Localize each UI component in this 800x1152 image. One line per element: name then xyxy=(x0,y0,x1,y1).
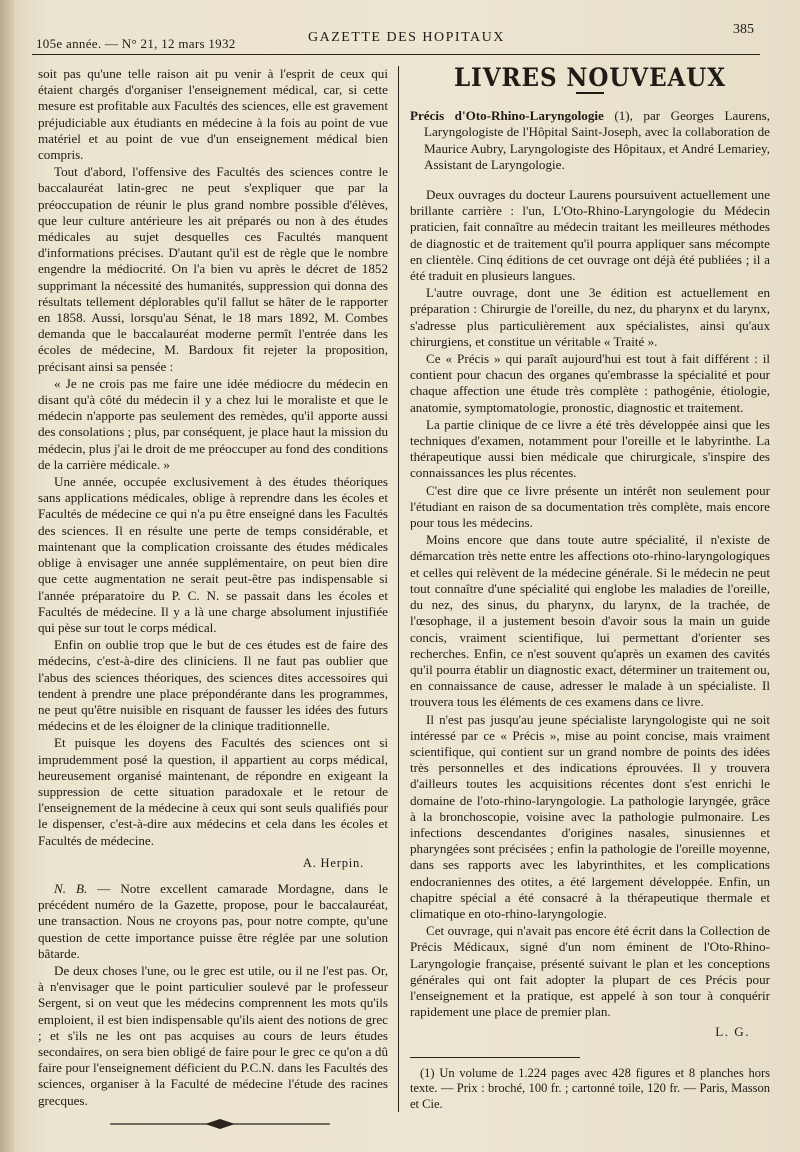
page-header xyxy=(36,22,752,52)
paragraph: Enfin on oublie trop que le but de ces études est de faire des médecins, c'est-à-dire des cliniciens. Il ne faut pas oublier que l'abus des sciences théoriques, des sciences dites accessoires qui tendent à prendre une place prépondérante dans les programmes, ne peut qu'être nuisible en risquant de fausser les idées des futurs médecins et de les éloigner de la clinique traditionnelle. xyxy=(38,637,388,734)
paragraph: Cet ouvrage, qui n'avait pas encore été écrit dans la Collection de Précis Médicaux, signé d'un nom éminent de l'Oto-Rhino-Laryngologie française, présenté suivant le plan et les conceptions générales qui ont fait adopter la plupart de ces Précis pour l'enseignement et la pratique, est appelé à son tour à conquérir rapidement une place de premier plan. xyxy=(410,923,770,1020)
paragraph: Il n'est pas jusqu'au jeune spécialiste laryngologiste qui ne soit intéressé par ce « Précis », mise au point concise, mais vraiment scientifique, qui contient sur un grand nombre de points des idées très personnelles et des indications éprouvées. Il y trouvera d'ailleurs toutes les acquisitions récentes dont s'est enrichi le domaine de l'oto-rhino-laryngologie. La pathologie laryngée, grâce à la bronchoscopie, voisine avec la pathologie pulmonaire. Les infections descendantes d'origines nasales, sinusiennes et pharyngées sont précisées ; enfin la pathologie de l'oreille moyenne, dans ses rapports avec les labyrinthites, et les complications endocraniennes des otites, a été largement développée. Enfin, un chapitre spécial a été consacré à la thérapeutique thermale et climatique en oto-rhino-laryngologie. xyxy=(410,711,770,921)
header-rule xyxy=(32,54,760,55)
page-number: 385 xyxy=(733,22,754,37)
decorative-rule xyxy=(110,1118,330,1130)
paragraph: Tout d'abord, l'offensive des Facultés des sciences contre le baccalauréat latin-grec ne peut s'expliquer que par la préoccupation de réunir le plus grand nombre possible d'élèves, que leur culture antérieure les ait préparés ou non à des études médicales au sujet desquelles ces Facultés manquent d'informations précises. D'autant qu'il est de règle que le nombre engendre la médiocrité. On l'a bien vu après le décret de 1852 supprimant la nécessité des humanités, suppression qui donna des résultats tellement déplorables qu'il fallut se hâter de le rapporter en 1858. Aussi, lorsqu'au Sénat, le 18 mars 1892, M. Combes demanda que le baccalauréat moderne permît l'entrée dans les écoles de médecine, M. Bardoux fit rejeter la proposition, précisant ainsi sa pensée : xyxy=(38,164,388,374)
paragraph: Deux ouvrages du docteur Laurens poursuivent actuellement une brillante carrière : l'un, L'Oto-Rhino-Laryngologie du Médecin praticien, fait connaître au médecin traitant les meilleures méthodes de diagnostic et de traitement qu'il pourra appliquer sans mécompte en clientèle. Cinq éditions de cet ouvrage ont déjà été publiées ; il a été traduit en plusieurs langues. xyxy=(410,187,770,284)
section-title: LIVRES NOUVEAUX xyxy=(453,63,727,92)
paragraph: soit pas qu'une telle raison ait pu venir à l'esprit de ceux qui étaient chargés d'organiser l'enseignement médical, car, si cette mesure est profitable aux Facultés des sciences, elle est gravement préjudiciable aux étudiants en médecine à la fois au point de vue matériel et au point de vue d'un enseignement médical bien compris. xyxy=(38,66,388,163)
column-divider xyxy=(398,66,399,1112)
paragraph: Une année, occupée exclusivement à des études théoriques sans applications médicales, oblige à reprendre dans les écoles et Facultés de médecine ce qui n'a pu être enseigné dans les Facultés des sciences. Il en résulte une perte de temps considérable, et maintenant que la complication croissante des études médicales oblige à envisager une année supplémentaire, on peut bien dire que cette augmentation ne serait peut-être pas indispensable si l'année préparatoire du P. C. N. se passait dans les écoles et Facultés de médecine. Il y a là une charge absolument injustifiée qui pèse sur tout le corps médical. xyxy=(38,474,388,635)
issue-info: 105e année. — N° 21, 12 mars 1932 xyxy=(36,36,236,51)
paragraph: L'autre ouvrage, dont une 3e édition est actuellement en préparation : Chirurgie de l'oreille, du nez, du pharynx et du larynx, s'adresse plus particulièrement aux spécialistes, ainsi qu'aux chirurgiens, et constitue un véritable « Traité ». xyxy=(410,285,770,349)
book-title: Précis d'Oto-Rhino-Laryngologie xyxy=(410,108,604,124)
binding-edge xyxy=(0,0,14,1152)
right-column xyxy=(410,63,770,1112)
note-paragraph xyxy=(38,881,388,962)
note-text: — Notre excellent camarade Mordagne, dans le précédent numéro de la Gazette, propose, pour le baccalauréat, une transaction. Nous ne croyons pas, pour notre compte, qu'une question de cette importance puisse être réglée par une solution bâtarde. xyxy=(38,880,388,961)
paragraph: De deux choses l'une, ou le grec est utile, ou il ne l'est pas. Or, à n'envisager que le point particulier soulevé par le professeur Sergent, si on veut que les médecins comprennent les mots qu'ils emploient, il est bien indispensable qu'ils aient des notions de grec ; et s'ils ne les ont pas acquises au cours de leurs études secondaires, on sera bien obligé de faire pour le grec ce qu'on a dû faire pour l'enseignement déficient du P.C.N. dans les Facultés des sciences, organiser à la Faculté de médecine l'étude des racines grecques. xyxy=(38,962,388,1108)
title-rule xyxy=(576,92,604,94)
paragraph: C'est dire que ce livre présente un intérêt non seulement pour l'étudiant en raison de sa documentation très complète, mais encore pour tous les médecins. xyxy=(410,482,770,531)
book-meta: (1), par Georges Laurens, Laryngologiste de l'Hôpital Saint-Joseph, avec la collaboration de Maurice Aubry, Laryngologiste des Hôpitaux, et André Lemariey, Assistant de Laryngologie. xyxy=(424,108,770,172)
author-signature: A. Herpin. xyxy=(302,855,364,870)
footnote: (1) Un volume de 1.224 pages avec 428 figures et 8 planches hors texte. — Prix : broché, 100 fr. ; cartonné toile, 120 fr. — Paris, Masson et Cie. xyxy=(410,1065,770,1111)
book-reference xyxy=(410,108,770,173)
left-column xyxy=(38,66,388,1109)
paragraph: Ce « Précis » qui paraît aujourd'hui est tout à fait différent : il contient pour chacun des organes qu'embrasse la spécialité et pour chaque affection une étude très complète : pathogénie, étiologie, anatomie, symptomatologie, pronostic, diagnostic et traitement. xyxy=(410,351,770,415)
footnote-rule xyxy=(410,1057,580,1058)
paragraph: La partie clinique de ce livre a été très développée ainsi que les techniques d'examen, notamment pour l'oreille et le labyrinthe. La thérapeutique aussi bien médicale que chirurgicale, s'inspire des connaissances les plus récentes. xyxy=(410,416,770,481)
note-label: N. B. xyxy=(54,880,88,896)
paragraph: Et puisque les doyens des Facultés des sciences ont si imprudemment posé la question, il appartient au corps médical, heureusement organisé maintenant, de répondre en exigeant la suppression de cette situation paradoxale et le retour de l'enseignement de la médecine à ceux qui sont seuls qualifiés pour le dispenser, c'est-à-dire aux médecins et cela dans les écoles et Facultés de médecine. xyxy=(38,735,388,848)
quotation: « Je ne crois pas me faire une idée médiocre du médecin en disant qu'à côté du médecin il y a chez lui le moraliste et que le médecin n'apporte pas seulement des remèdes, qu'il apporte aussi des consolations ; plus, par conséquent, je place haut la mission du médecin, plus j'ai le droit de me préoccuper au fond des conditions de la carrière médicale. » xyxy=(38,375,388,472)
review-initials: L. G. xyxy=(715,1024,750,1040)
journal-title: GAZETTE DES HOPITAUX xyxy=(308,30,505,45)
paragraph: Moins encore que dans toute autre spécialité, il n'existe de démarcation très nette entre les affections oto-rhino-laryngologiques et celles qui relèvent de la médecine générale. Si le médecin ne peut tout connaître d'une spécialité qui englobe les maladies de l'oreille, du nez, des sinus, du pharynx, du larynx, de la trachée, de l'œsophage, il a justement besoin d'avoir sous la main un guide concis, vraiment scientifique, lui permettant d'orienter ses recherches. Enfin, ce n'est souvent qu'après un examen des cavités qu'il pourra établir un diagnostic exact, déterminer un traitement ou, en connaissance de cause, adresser le malade à un spécialiste. Il trouvera tous les éléments de ces examens dans ce livre. xyxy=(410,532,770,710)
